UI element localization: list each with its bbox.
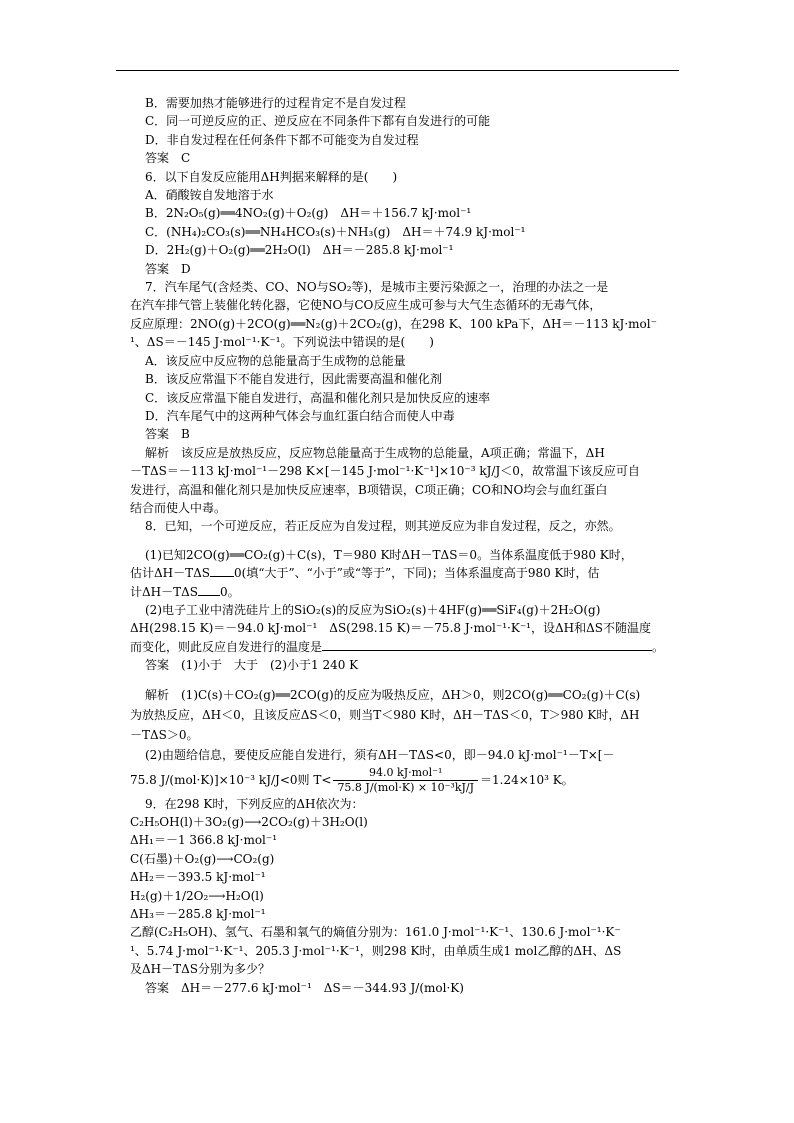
q5-answer: 答案 C bbox=[145, 151, 191, 166]
q8-part1-line bbox=[130, 583, 680, 601]
q7-option-a: A．该反应中反应物的总能量高于生成物的总能量 bbox=[145, 353, 406, 368]
q9-tail-line: 乙醇(C₂H₅OH)、氢气、石墨和氧气的熵值分别为：161.0 J·mol⁻¹·K⁻¹、130.6 J·mol⁻¹·K⁻ bbox=[130, 925, 621, 940]
q8-part1-text: 估计ΔH－TΔS bbox=[130, 566, 211, 581]
q8-fraction bbox=[333, 766, 478, 795]
q8-analysis-line: 解析 (1)C(s)＋CO₂(g)══2CO(g)的反应为吸热反应，ΔH＞0，则2CO(g)══CO₂(g)＋C(s) bbox=[145, 687, 641, 702]
q8-analysis-line: (2)由题给信息，要使反应能自发进行，须有ΔH－TΔS<0，即－94.0 kJ·mol⁻¹－T×[－ bbox=[145, 747, 615, 762]
blank-2 bbox=[198, 583, 220, 596]
q8-part1-text: 0。 bbox=[220, 584, 240, 599]
q8-part2-text: 而变化，则此反应自发进行的温度是 bbox=[130, 639, 323, 654]
q7-analysis-line: －TΔS＝－113 kJ·mol⁻¹－298 K×[－145 J·mol⁻¹·K⁻¹]×10⁻³ kJ/J＜0，故常温下该反应可自 bbox=[130, 464, 640, 479]
q8-fraction-denominator: 75.8 J/(mol·K) × 10⁻³kJ/J bbox=[337, 780, 475, 794]
q8-part2-text: 。 bbox=[652, 639, 665, 654]
q5-option-b: B．需要加热才能够进行的过程肯定不是自发过程 bbox=[145, 96, 406, 110]
q7-stem-line: ¹、ΔS＝－145 J·mol⁻¹·K⁻¹。下列说法中错误的是( ) bbox=[130, 335, 434, 350]
q6-option-d: D．2H₂(g)＋O₂(g)══2H₂O(l) ΔH＝－285.8 kJ·mol⁻¹ bbox=[145, 243, 454, 258]
q6-stem: 6．以下自发反应能用ΔH判据来解释的是( ) bbox=[145, 169, 398, 184]
q7-option-c: C．该反应常温下能自发进行，高温和催化剂只是加快反应的速率 bbox=[145, 390, 491, 405]
q7-analysis-line: 解析 该反应是放热反应，反应物总能量高于生成物的总能量，A项正确；常温下，ΔH bbox=[145, 445, 605, 460]
q8-formula-suffix: ＝1.24×10³ K。 bbox=[480, 772, 574, 787]
q8-analysis-line: 为放热反应，ΔH＜0，且该反应ΔS＜0，则当T＜980 K时，ΔH－TΔS＜0，T＞980 K时，ΔH bbox=[130, 707, 640, 722]
blank-3 bbox=[322, 638, 652, 651]
q8-analysis-formula bbox=[130, 765, 680, 795]
q7-analysis-line: 结合而使人中毒。 bbox=[130, 500, 227, 515]
q5-option-c: C．同一可逆反应的正、逆反应在不同条件下都有自发进行的可能 bbox=[145, 114, 491, 129]
q8-part1-text: 0(填“大于”、“小于”或“等于”，下同)；当体系温度高于980 K时，估 bbox=[234, 566, 600, 581]
q8-part1-line bbox=[130, 564, 680, 582]
q6-option-c: C．(NH₄)₂CO₃(s)══NH₄HCO₃(s)＋NH₃(g) ΔH＝＋74.9 kJ·mol⁻¹ bbox=[145, 224, 526, 239]
q6-answer: 答案 D bbox=[145, 261, 191, 276]
q9-equation: ΔH₃＝－285.8 kJ·mol⁻¹ bbox=[130, 907, 266, 922]
q9-tail-line: 及ΔH－TΔS分别为多少？ bbox=[130, 962, 271, 977]
q8-analysis-line: －TΔS＞0。 bbox=[130, 727, 199, 742]
q7-option-d: D．汽车尾气中的这两种气体会与血红蛋白结合而使人中毒 bbox=[145, 408, 455, 423]
header-rule bbox=[116, 70, 679, 71]
q7-analysis-line: 发进行，高温和催化剂只是加快反应速率，B项错误，C项正确；CO和NO均会与血红蛋白 bbox=[130, 482, 608, 497]
q8-fraction-numerator: 94.0 kJ·mol⁻¹ bbox=[333, 766, 478, 781]
q8-part2-line bbox=[130, 638, 680, 656]
q6-option-b: B．2N₂O₅(g)══4NO₂(g)＋O₂(g) ΔH＝＋156.7 kJ·mol⁻¹ bbox=[145, 206, 472, 221]
q7-stem-line: 7．汽车尾气(含烃类、CO、NO与SO₂等)，是城市主要污染源之一，治理的办法之一是 bbox=[145, 280, 609, 295]
document-body bbox=[130, 94, 680, 997]
q9-equation: H₂(g)＋1/2O₂⟶H₂O(l) bbox=[130, 888, 264, 903]
q9-tail-line: ¹、5.74 J·mol⁻¹·K⁻¹、205.3 J·mol⁻¹·K⁻¹，则298 K时，由单质生成1 mol乙醇的ΔH、ΔS bbox=[130, 943, 622, 958]
q8-formula-prefix: 75.8 J/(mol·K)]×10⁻³ kJ/J<0则 T< bbox=[130, 772, 332, 787]
q5-option-d: D．非自发过程在任何条件下都不可能变为自发过程 bbox=[145, 132, 419, 147]
q9-equation: ΔH₁＝－1 366.8 kJ·mol⁻¹ bbox=[130, 833, 278, 848]
q8-part1-line: (1)已知2CO(g)══CO₂(g)＋C(s)，T＝980 K时ΔH－TΔS＝0。当体系温度低于980 K时， bbox=[145, 547, 633, 562]
q9-equation: C(石墨)＋O₂(g)⟶CO₂(g) bbox=[130, 851, 275, 866]
q7-stem-line: 在汽车排气管上装催化转化器，它使NO与CO反应生成可参与大气生态循环的无毒气体， bbox=[130, 298, 602, 313]
blank-1 bbox=[210, 564, 234, 577]
q8-answer: 答案 (1)小于 大于 (2)小于1 240 K bbox=[145, 658, 359, 673]
q8-part2-line: ΔH(298.15 K)＝－94.0 kJ·mol⁻¹ ΔS(298.15 K)＝－75.8 J·mol⁻¹·K⁻¹，设ΔH和ΔS不随温度 bbox=[130, 621, 651, 636]
q6-option-a: A．硝酸铵自发地溶于水 bbox=[145, 188, 274, 203]
q9-equation: ΔH₂＝－393.5 kJ·mol⁻¹ bbox=[130, 870, 266, 885]
q7-stem-line: 反应原理：2NO(g)＋2CO(g)══N₂(g)＋2CO₂(g)，在298 K、100 kPa下，ΔH＝－113 kJ·mol⁻ bbox=[130, 316, 657, 331]
q9-equation: C₂H₅OH(l)＋3O₂(g)⟶2CO₂(g)＋3H₂O(l) bbox=[130, 815, 368, 829]
q9-answer: 答案 ΔH＝－277.6 kJ·mol⁻¹ ΔS＝－344.93 J/(mol·K) bbox=[145, 980, 464, 995]
q8-stem: 8．已知，一个可逆反应，若正反应为自发过程，则其逆反应为非自发过程，反之，亦然。 bbox=[145, 519, 621, 534]
q8-part2-line: (2)电子工业中清洗硅片上的SiO₂(s)的反应为SiO₂(s)＋4HF(g)══SiF₄(g)＋2H₂O(g) bbox=[145, 602, 601, 617]
q7-answer: 答案 B bbox=[145, 427, 190, 442]
q9-stem: 9．在298 K时，下列反应的ΔH依次为： bbox=[145, 796, 364, 811]
q7-option-b: B．该反应常温下不能自发进行，因此需要高温和催化剂 bbox=[145, 372, 442, 387]
q8-part1-text: 计ΔH－TΔS bbox=[130, 584, 199, 599]
